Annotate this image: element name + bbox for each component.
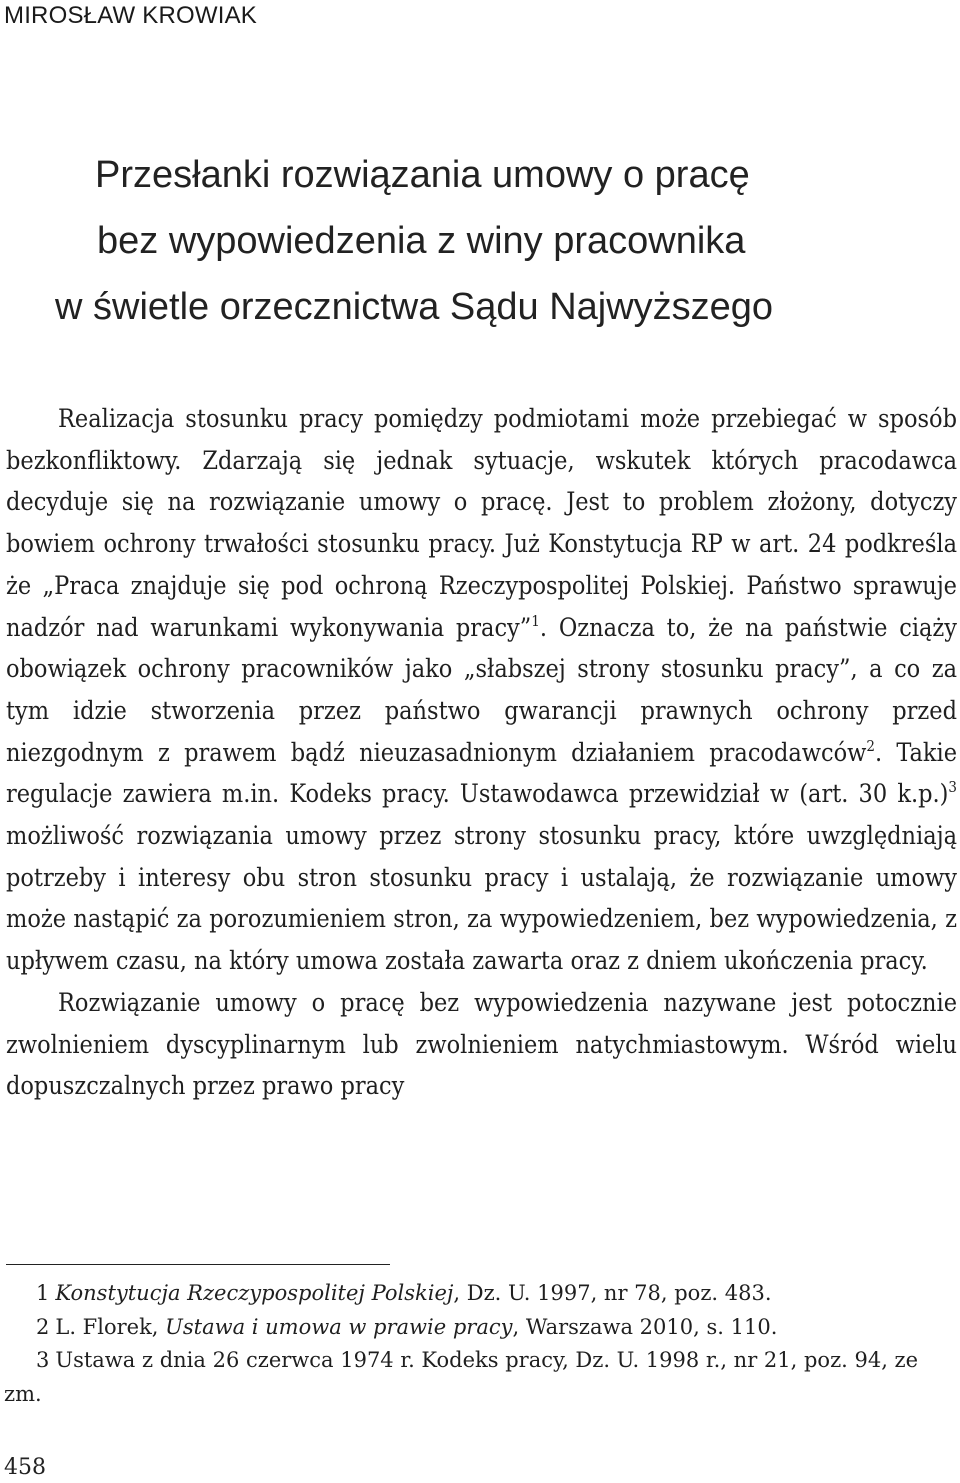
title-line-3: w świetle orzecznictwa Sądu Najwyższego [55, 286, 774, 328]
footnote-3-text: Ustawa z dnia 26 czerwca 1974 r. Kodeks pracy, Dz. U. 1998 r., nr 21, poz. 94, ze zm. [4, 1348, 919, 1406]
footnote-1-rest: , Dz. U. 1997, nr 78, poz. 483. [453, 1281, 772, 1305]
paragraph-1-part-2: . Oznacza to, że na państwie ciąży obowiązek ochrony pracowników jako „słabszej strony stosunku pracy”, a co za tym idzie stworzenia przez państwo gwarancji prawnych ochrony przed niezgodnym z prawem bądź nieuzasadnionym działaniem pracodawców [6, 612, 957, 767]
page-number: 458 [4, 1455, 46, 1480]
footnote-ref-3[interactable]: 3 [948, 778, 957, 797]
footnotes [4, 1277, 958, 1411]
article-title [0, 142, 960, 340]
footnote-3-number: 3 [36, 1348, 50, 1372]
footnote-1-number: 1 [36, 1281, 50, 1305]
footnote-divider [6, 1264, 390, 1265]
footnote-2-rest: , Warszawa 2010, s. 110. [512, 1314, 778, 1339]
paragraph-1-part-1: Realizacja stosunku pracy pomiędzy podmiotami może przebiegać w sposób bezkonfliktowy. Zdarzają się jednak sytuacje, wskutek których pracodawca decyduje się na rozwiązanie umowy o pracę. Jest to problem złożony, dotyczy bowiem ochrony trwałości stosunku pracy. Już Konstytucja RP w art. 24 podkreśla że „Praca znajduje się pod ochroną Rzeczypospolitej Polskiej. Państwo sprawuje nadzór nad warunkami wykonywania pracy” [6, 404, 957, 642]
footnote-1 [4, 1277, 958, 1311]
title-line-2: bez wypowiedzenia z winy pracownika [97, 220, 746, 262]
body-text [6, 398, 957, 1107]
paragraph-1 [6, 398, 957, 982]
footnote-2-author: L. Florek, [55, 1314, 166, 1339]
paragraph-1-part-3: . Takie regulacje zawiera m.in. Kodeks pracy. Ustawodawca przewidział w (art. 30 k.p.) [6, 737, 957, 809]
footnote-2-title: Ustawa i umowa w prawie pracy [165, 1314, 513, 1339]
running-head: MIROSŁAW KROWIAK [4, 2, 257, 29]
paragraph-2: Rozwiązanie umowy o pracę bez wypowiedzenia nazywane jest potocznie zwolnieniem dyscyplinarnym lub zwolnieniem natychmiastowym. Wśród wielu dopuszczalnych przez prawo pracy [6, 987, 957, 1101]
title-line-1: Przesłanki rozwiązania umowy o pracę [95, 154, 750, 196]
paragraph-1-part-4: możliwość rozwiązania umowy przez strony stosunku pracy, które uwzględniają potrzeby i interesy obu stron stosunku pracy i ustalają, że rozwiązanie umowy może nastąpić za porozumieniem stron, za wypowiedzeniem, bez wypowiedzenia, z upływem czasu, na który umowa została zawarta oraz z dniem ukończenia pracy. [6, 821, 957, 976]
footnote-2-number: 2 [36, 1314, 50, 1339]
footnote-ref-1[interactable]: 1 [531, 611, 540, 630]
footnote-2 [4, 1311, 958, 1345]
footnote-ref-2[interactable]: 2 [866, 736, 875, 755]
footnote-3 [4, 1344, 958, 1411]
footnote-1-title: Konstytucja Rzeczypospolitej Polskiej [55, 1281, 454, 1305]
